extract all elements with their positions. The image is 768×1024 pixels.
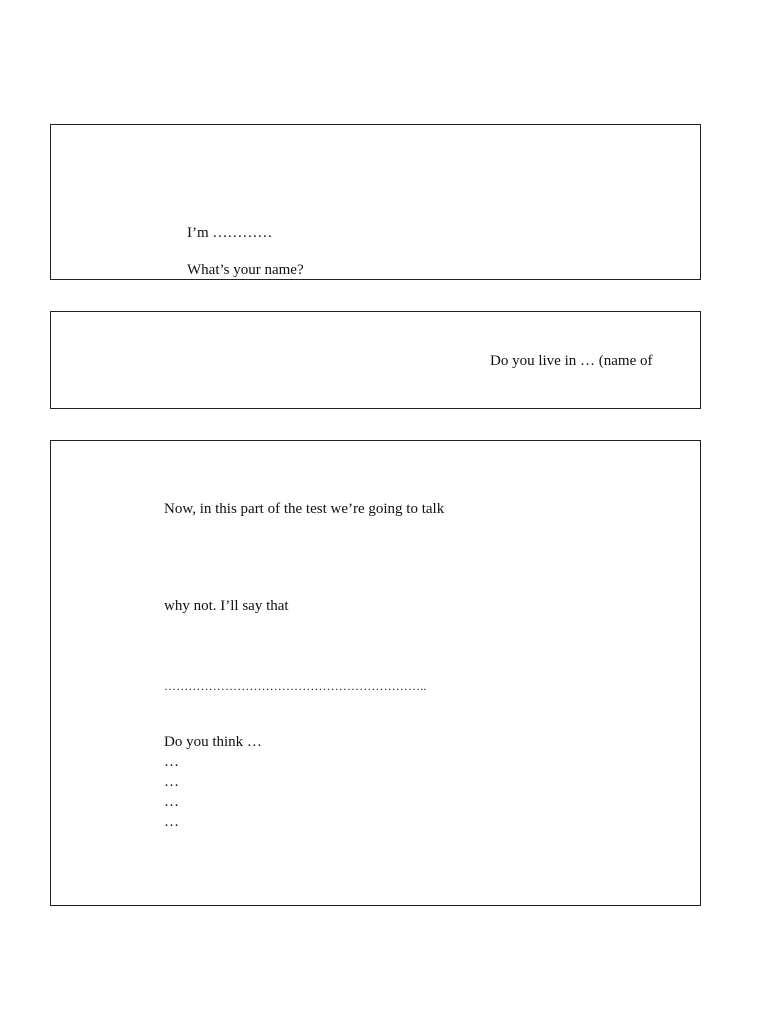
discussion-line-2: why not. I’ll say that <box>164 598 289 614</box>
option-item: … <box>164 754 179 770</box>
dotted-fill-line: ……………………………………………………….. <box>164 679 427 693</box>
option-item: … <box>164 794 179 810</box>
section-box-introduction <box>50 124 701 280</box>
discussion-intro-line: Now, in this part of the test we’re going to talk <box>164 501 445 517</box>
section-box-discussion <box>50 440 701 906</box>
intro-line: I’m ………… <box>187 225 273 241</box>
name-question: What’s your name? <box>187 262 304 278</box>
option-item: … <box>164 774 179 790</box>
residence-question: Do you live in … (name of <box>490 353 653 369</box>
option-item: … <box>164 814 179 830</box>
section-box-residence <box>50 311 701 409</box>
opinion-question: Do you think … <box>164 734 262 750</box>
